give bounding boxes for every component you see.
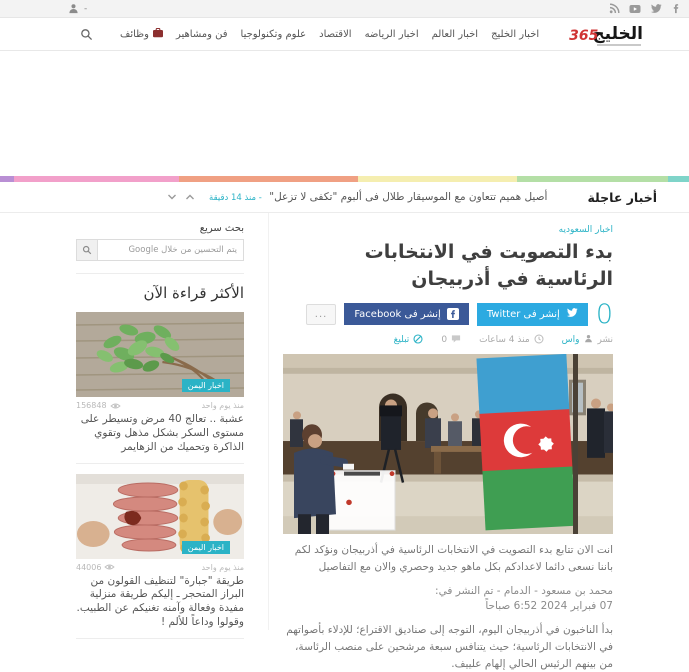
ticker-time: - منذ 14 دقيقة	[209, 193, 262, 203]
article-paragraph-1: انت الان تتابع بدء التصويت في الانتخابات الرئاسية في أذربيجان ونؤكد لكم باننا نسعى دائما لاعدادكم بكل ماهو جديد وحصري والان مع التفاصيل	[294, 543, 613, 573]
author-link[interactable]: واس	[561, 335, 580, 346]
article-category-link[interactable]: اخبار السعوديه	[558, 225, 613, 235]
ticker-headline: أصيل هميم تتعاون مع الموسيقار طلال فى ألبوم "تكفى لا تزعل"	[269, 191, 548, 203]
share-row	[283, 298, 613, 330]
article-hero-image	[283, 354, 613, 534]
most-read-card	[76, 474, 244, 639]
main-nav	[120, 28, 539, 41]
card-thumbnail-colon[interactable]	[76, 474, 244, 559]
clock-icon	[534, 334, 544, 347]
more-share-button[interactable]: ...	[306, 304, 337, 325]
card-views: 44006	[76, 562, 102, 572]
card-time: منذ يوم واحد	[201, 401, 244, 410]
nav-item-art-celebs[interactable]: فن ومشاهير	[175, 28, 228, 40]
most-read-heading: الأكثر قراءة الآن	[143, 284, 244, 302]
site-logo[interactable]	[569, 24, 643, 44]
article-title: بدء التصويت في الانتخابات الرئاسية في أذربيجان	[364, 241, 613, 290]
sidebar-search-button[interactable]	[76, 239, 97, 261]
nav-item-jobs[interactable]: وظائف	[120, 28, 163, 41]
logo-tagline-line	[597, 44, 641, 46]
article-meta-row	[283, 334, 613, 347]
comments-count[interactable]: 0	[441, 335, 448, 346]
article-byline: محمد بن مسعود - الدمام - تم النشر في:	[435, 584, 613, 597]
card-category-badge[interactable]: اخبار اليمن	[182, 541, 230, 554]
youtube-icon[interactable]	[629, 4, 641, 14]
most-read-card	[76, 312, 244, 455]
report-link[interactable]: تبليغ	[393, 335, 410, 346]
facebook-icon[interactable]	[671, 3, 681, 14]
comments-icon	[451, 334, 461, 347]
article-column	[268, 213, 613, 670]
facebook-f-icon	[447, 308, 459, 320]
divider	[76, 463, 244, 464]
author-icon	[584, 334, 593, 346]
chevron-down-icon[interactable]	[167, 193, 177, 201]
logo-number: 365	[569, 28, 599, 44]
share-count: 0	[595, 298, 613, 330]
eye-icon	[104, 563, 115, 571]
article-date: 07 فبراير 2024 6:52 صباحاً	[485, 600, 613, 613]
card-thumbnail-herb[interactable]	[76, 312, 244, 397]
quick-search-label: بحث سريع	[199, 223, 244, 234]
user-icon[interactable]	[68, 3, 79, 14]
card-title-link[interactable]: طريقة "جبارة" لتنظيف القولون من البراز المتحجر ـ إليكم طريقة منزلية مفيدة وفعالة وآمنه تغنيكم عن الطبيب. وقولوا وداعاً للألم !	[76, 574, 244, 629]
card-time: منذ يوم واحد	[201, 562, 244, 572]
rss-icon[interactable]	[609, 3, 620, 14]
social-links	[609, 3, 681, 14]
magnifier-icon	[82, 245, 92, 255]
divider	[76, 638, 244, 639]
main-header	[0, 18, 689, 51]
publish-label: نشر	[597, 335, 613, 346]
article-paragraph-2: بدأ الناخبون في أذربيجان اليوم، التوجه إلى صناديق الاقتراع؛ للإدلاء بأصواتهم في الانتخابات الرئاسية؛ حيث يتنافس سبعة مرشحين على منصب الرئاسة، من بينهم الرئيس الحالي إلهام علييف.	[286, 624, 613, 670]
divider	[76, 273, 244, 274]
twitter-icon[interactable]	[650, 4, 662, 14]
collapse-dash[interactable]: -	[84, 3, 88, 14]
logo-text: الخليج	[592, 24, 643, 44]
sidebar-search-input[interactable]	[97, 239, 244, 261]
report-icon	[413, 334, 423, 347]
publish-time: منذ 4 ساعات	[479, 335, 530, 346]
twitter-bird-icon	[566, 308, 578, 321]
share-twitter-button[interactable]: إنشر فى Twitter	[477, 303, 588, 326]
card-views: 156848	[76, 401, 107, 410]
breaking-news-bar	[0, 182, 689, 213]
chevron-up-icon[interactable]	[185, 193, 195, 201]
rainbow-strip	[0, 176, 689, 182]
nav-item-economy[interactable]: الاقتصاد	[319, 28, 352, 40]
card-category-badge[interactable]: اخبار اليمن	[182, 379, 230, 392]
nav-item-sports-news[interactable]: اخبار الرياضه	[364, 28, 419, 40]
card-title-link[interactable]: عشبة .. تعالج 40 مرض وتسيطر على مستوى السكر بشكل مذهل وتقوي الذاكرة وتحميك من الزهايمر	[80, 413, 244, 453]
top-utility-bar	[0, 0, 689, 18]
nav-item-science-tech[interactable]: علوم وتكنولوجيا	[240, 28, 307, 40]
nav-item-world-news[interactable]: اخبار العالم	[431, 28, 479, 40]
breaking-ticker-link[interactable]	[209, 191, 547, 203]
search-icon[interactable]	[80, 28, 93, 41]
ad-space	[0, 51, 689, 176]
sidebar	[76, 213, 256, 630]
breaking-news-label: أخبار عاجلة	[587, 189, 657, 205]
nav-item-gulf-news[interactable]: اخبار الخليج	[491, 28, 540, 40]
share-facebook-button[interactable]: إنشر فى Facebook	[344, 303, 468, 325]
eye-icon	[110, 402, 121, 410]
briefcase-icon	[153, 28, 163, 41]
